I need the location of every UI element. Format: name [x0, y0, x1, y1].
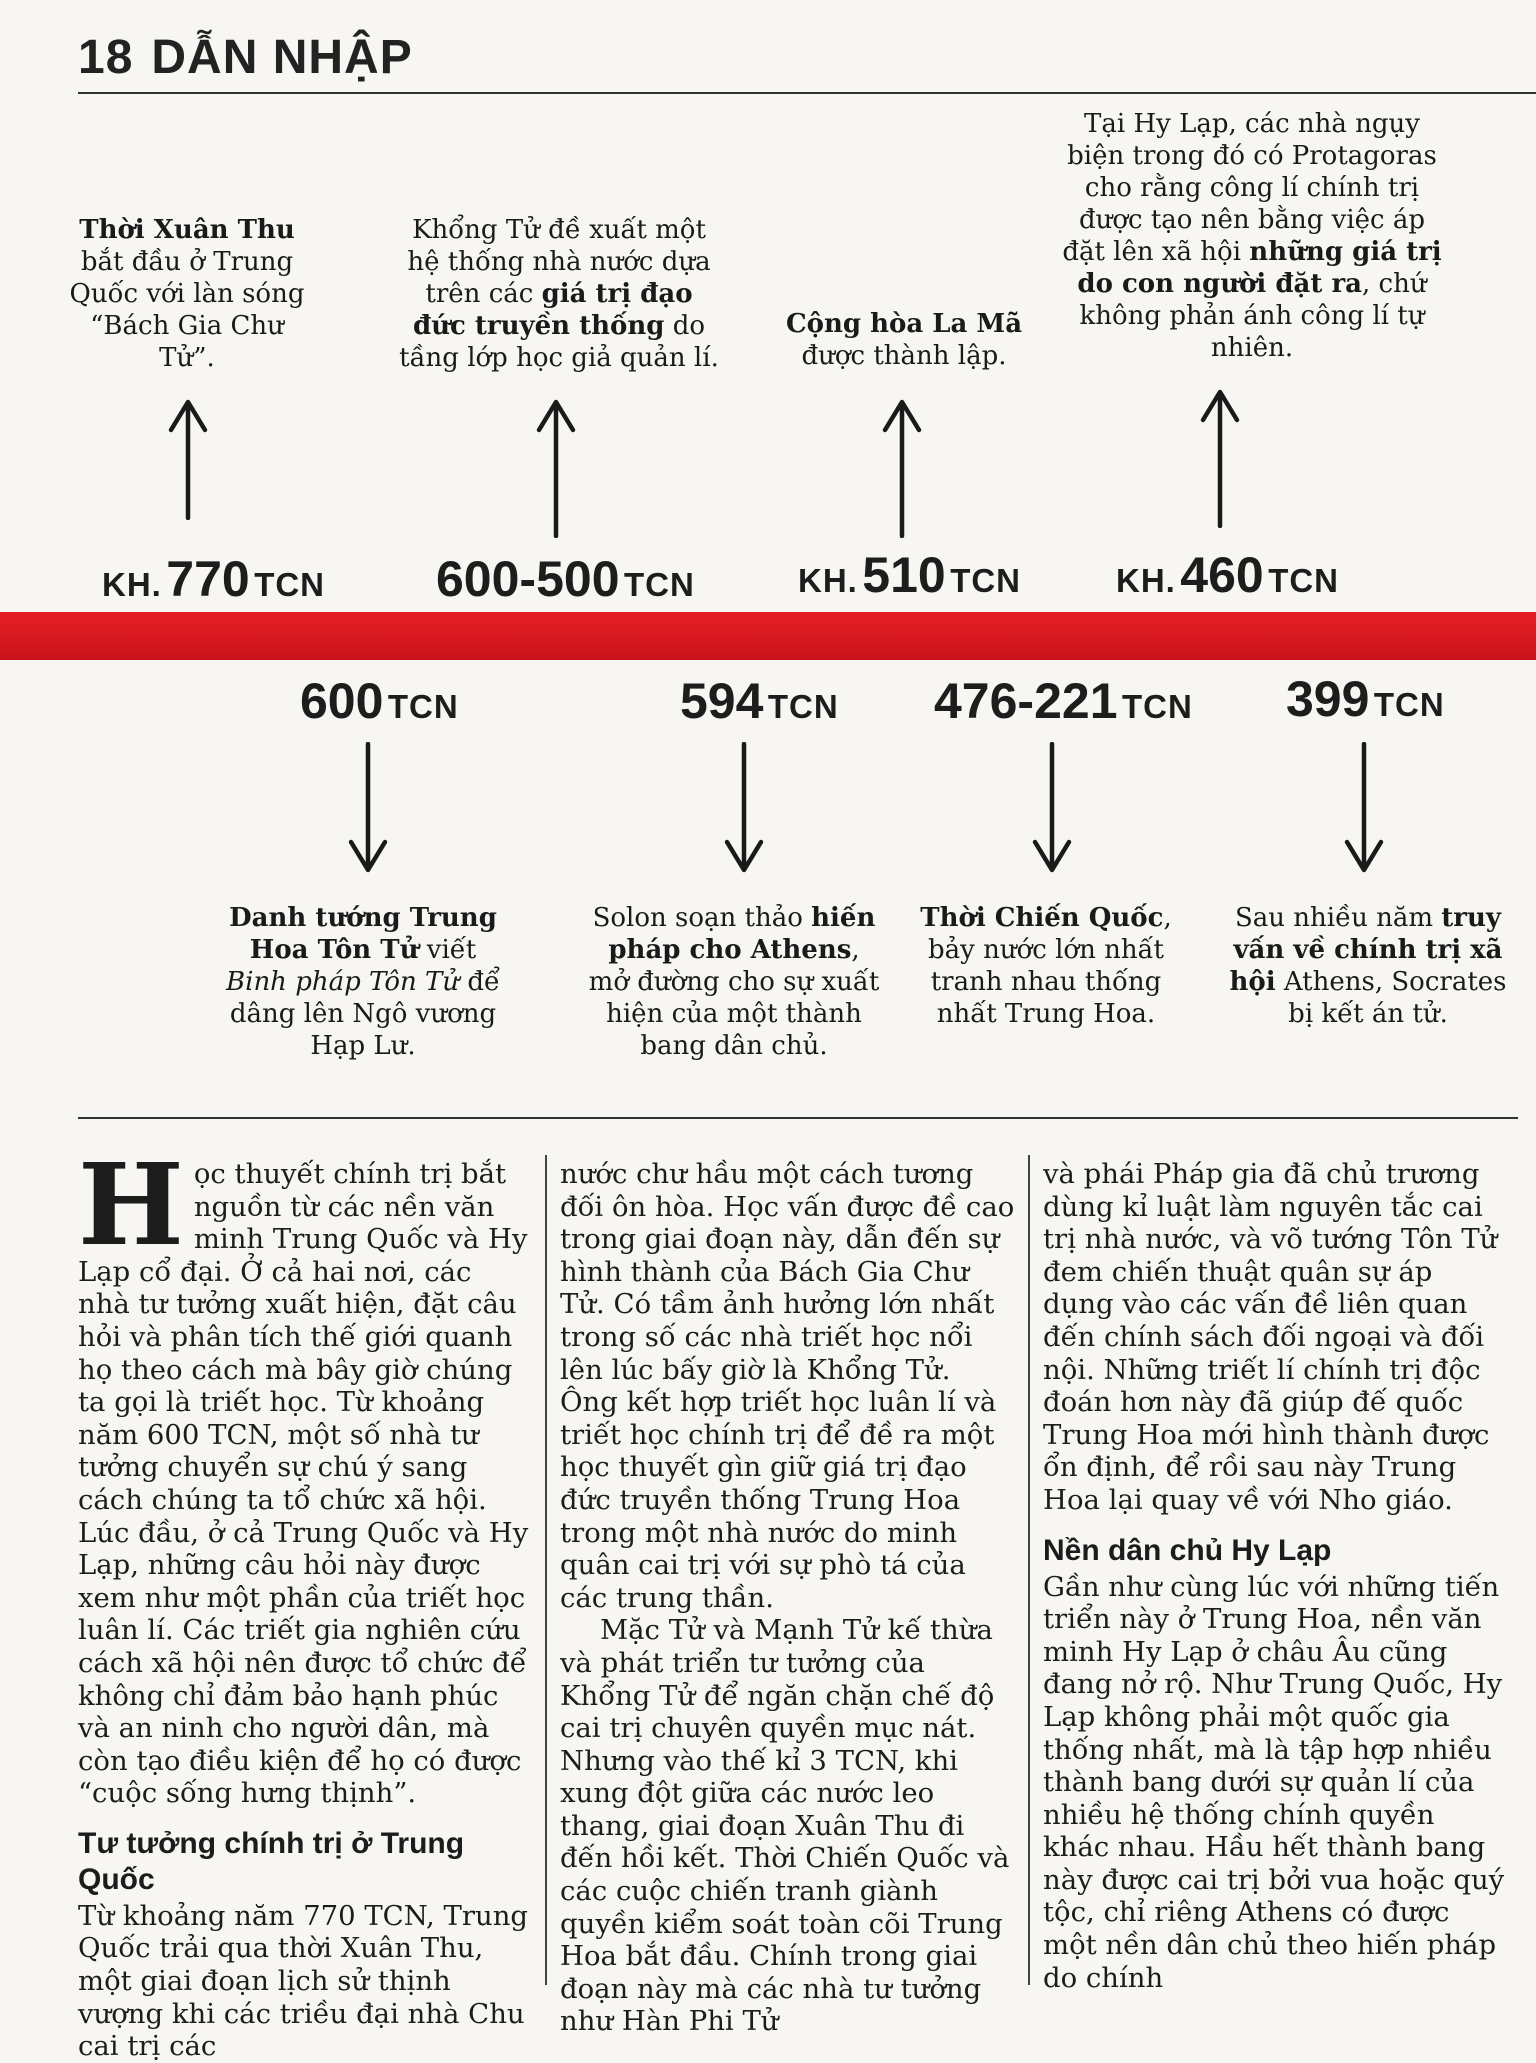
date-prefix: KH. [102, 566, 162, 603]
note-text: Athens, Socrates bị kết án tử. [1275, 967, 1507, 1029]
note-text: do tầng lớp học giả quản lí. [399, 311, 719, 373]
note-text: Tại Hy Lạp, các nhà ngụy biện trong đó có Protagoras cho rằng công lí chính trị được tạo nên bằng việc áp đặt lên xã hội [1062, 109, 1437, 267]
timeline-note [782, 308, 1026, 372]
page-number: 18 [78, 31, 134, 84]
note-emphasis: Thời Xuân Thu [79, 215, 295, 245]
timeline-note [1058, 108, 1446, 364]
note-emphasis: hiến pháp cho Athens [608, 903, 876, 965]
note-text: Solon soạn thảo [592, 903, 812, 933]
arrow-up-icon [166, 398, 210, 520]
date-suffix: TCN [254, 566, 326, 603]
timeline-band [0, 612, 1536, 660]
note-text: để dâng lên Ngô vương Hạp Lư. [229, 967, 500, 1061]
note-book-title: Binh pháp Tôn Tử [226, 967, 460, 997]
arrow-down-icon [1030, 742, 1074, 874]
arrow-up-icon [534, 398, 578, 538]
timeline-date [436, 550, 695, 608]
date-year: 399 [1286, 671, 1370, 727]
drop-cap: H [78, 1140, 184, 1271]
timeline-note [62, 214, 312, 374]
body-paragraph: Mặc Tử và Mạnh Tử kế thừa và phát triển tư tưởng của Khổng Tử để ngăn chặn chế độ cai trị chuyên quyền mục nát. Nhưng vào thế kỉ 3 TCN, khi xung đột giữa các nước leo thang, giai đoạn Xuân Thu đi đến hồi kết. Thời Chiến Quốc và các cuộc chiến tranh giành quyền kiểm soát toàn cõi Trung Hoa bắt đầu. Chính trong giai đoạn này mà các nhà tư tưởng như Hàn Phi Tử [560, 1614, 1010, 2038]
date-suffix: TCN [1268, 562, 1340, 599]
date-year: 476-221 [934, 673, 1118, 729]
date-suffix: TCN [1373, 686, 1445, 723]
note-text: , mở đường cho sự xuất hiện của một thành bang dân chủ. [588, 935, 880, 1061]
body-column-2 [560, 1158, 1016, 2038]
date-suffix: TCN [950, 562, 1022, 599]
note-emphasis: những giá trị do con người đặt ra [1077, 237, 1442, 299]
timeline-date [934, 672, 1193, 730]
column-divider [1028, 1155, 1030, 1985]
section-rule [78, 1117, 1518, 1119]
body-column-1 [78, 1140, 532, 2063]
arrow-down-icon [722, 742, 766, 874]
note-text: , bảy nước lớn nhất tranh nhau thống nhất Trung Hoa. [928, 903, 1172, 1029]
note-emphasis: Cộng hòa La Mã [785, 309, 1023, 339]
note-text: được thành lập. [801, 341, 1007, 371]
date-prefix: KH. [1116, 562, 1176, 599]
note-text: viết [418, 935, 477, 965]
date-suffix: TCN [623, 566, 695, 603]
date-year: 594 [680, 673, 764, 729]
timeline-date [1286, 670, 1445, 728]
date-suffix: TCN [387, 688, 459, 725]
date-suffix: TCN [767, 688, 839, 725]
body-paragraph: nước chư hầu một cách tương đối ôn hòa. Học vấn được đề cao trong giai đoạn này, dẫn đến sự hình thành của Bách Gia Chư Tử. Có tầm ảnh hưởng lớn nhất trong số các nhà triết học nổi lên lúc bấy giờ là Khổng Tử. Ông kết hợp triết học luân lí và triết học chính trị để đề ra một học thuyết gìn giữ giá trị đạo đức truyền thống Trung Hoa trong một nhà nước do minh quân cai trị với sự phò tá của các trung thần. [560, 1158, 1015, 1614]
timeline-date [798, 546, 1021, 604]
body-column-3 [1043, 1158, 1505, 1994]
date-year: 600 [300, 673, 384, 729]
date-year: 600-500 [436, 551, 620, 607]
arrow-down-icon [346, 742, 390, 874]
timeline-date [1116, 546, 1339, 604]
paragraph-text: ọc thuyết chính trị bắt nguồn từ các nền văn minh Trung Quốc và Hy Lạp cổ đại. Ở cả hai nơi, các nhà tư tưởng xuất hiện, đặt câu hỏi và phân tích thế giới quanh họ theo cách mà bây giờ chúng ta gọi là triết học. Từ khoảng năm 600 TCN, một số nhà tư tưởng chuyển sự chú ý sang cách chúng ta tổ chức xã hội. Lúc đầu, ở cả Trung Quốc và Hy Lạp, những câu hỏi này được xem như một phần của triết học luân lí. Các triết gia nghiên cứu cách xã hội nên được tổ chức để không chỉ đảm bảo hạnh phúc và an ninh cho người dân, mà còn tạo điều kiện để họ có được “cuộc sống hưng thịnh”. [78, 1158, 529, 1810]
section-title: DẪN NHẬP [151, 31, 413, 84]
note-text: , chứ không phản ánh công lí tự nhiên. [1079, 269, 1427, 363]
date-suffix: TCN [1121, 688, 1193, 725]
date-year: 510 [862, 547, 946, 603]
arrow-up-icon [1198, 388, 1242, 528]
section-heading: Tư tưởng chính trị ở Trung Quốc [78, 1826, 465, 1896]
timeline-note [588, 902, 880, 1062]
arrow-up-icon [880, 398, 924, 538]
body-paragraph: Gần như cùng lúc với những tiến triển này ở Trung Hoa, nền văn minh Hy Lạp ở châu Âu cũng đang nở rộ. Như Trung Quốc, Hy Lạp không phải một quốc gia thống nhất, mà là tập hợp nhiều thành bang dưới sự quản lí của nhiều hệ thống chính quyền khác nhau. Hầu hết thành bang này được cai trị bởi vua hoặc quý tộc, chỉ riêng Athens có được một nền dân chủ theo hiến pháp do chính [1043, 1570, 1505, 1994]
section-heading: Nền dân chủ Hy Lạp [1043, 1533, 1332, 1567]
body-paragraph: Từ khoảng năm 770 TCN, Trung Quốc trải qua thời Xuân Thu, một giai đoạn lịch sử thịnh vượng khi các triều đại nhà Chu cai trị các [78, 1899, 529, 2063]
body-paragraph [78, 1140, 532, 1810]
arrow-down-icon [1342, 742, 1386, 874]
note-emphasis: Thời Chiến Quốc [920, 903, 1164, 933]
body-paragraph: và phái Pháp gia đã chủ trương dùng kỉ luật làm nguyên tắc cai trị nhà nước, và võ tướng Tôn Tử đem chiến thuật quân sự áp dụng vào các vấn đề liên quan đến chính sách đối ngoại và đối nội. Những triết lí chính trị độc đoán hơn này đã giúp đế quốc Trung Hoa mới hình thành được ổn định, để rồi sau này Trung Hoa lại quay về với Nho giáo. [1043, 1158, 1498, 1516]
note-text: Sau nhiều năm [1234, 903, 1442, 933]
timeline-note [918, 902, 1174, 1030]
date-prefix: KH. [798, 562, 858, 599]
note-text: Khổng Tử đề xuất một hệ thống nhà nước dựa trên các [407, 215, 711, 309]
timeline-note [398, 214, 720, 374]
timeline-date [300, 672, 459, 730]
note-emphasis: Danh tướng Trung Hoa Tôn Tử [229, 903, 497, 965]
date-year: 460 [1180, 547, 1264, 603]
date-year: 770 [166, 551, 250, 607]
timeline-date [680, 672, 839, 730]
note-text: bắt đầu ở Trung Quốc với làn sóng “Bách Gia Chư Tử”. [69, 247, 305, 373]
note-emphasis: giá trị đạo đức truyền thống [412, 279, 693, 341]
timeline-date [102, 550, 325, 608]
column-divider [545, 1155, 547, 1985]
header-rule [78, 92, 1536, 94]
note-emphasis: truy vấn về chính trị xã hội [1229, 903, 1503, 997]
page-header [78, 30, 413, 85]
timeline-note [1222, 902, 1514, 1030]
timeline-note [222, 902, 504, 1062]
